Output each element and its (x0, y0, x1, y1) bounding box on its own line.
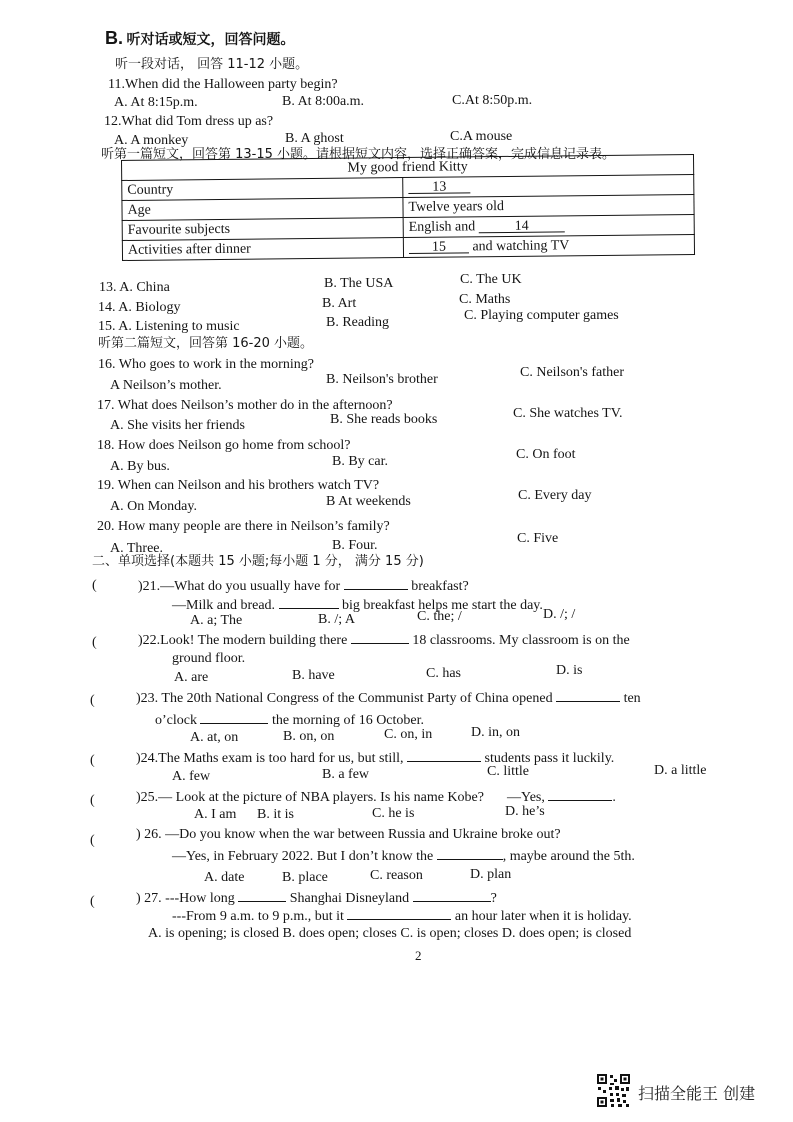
q18-option-b: B. By car. (332, 454, 388, 469)
q13-option-b: B. The USA (324, 276, 394, 291)
table-title: My good friend Kitty (122, 155, 694, 181)
q25-stem: )25.— Look at the picture of NBA players. Is his name Kobe? (136, 790, 484, 805)
q19-option-b: B At weekends (326, 494, 411, 509)
part2-heading: 二、单项选择(本题共 15 小题;每小题 1 分， 满分 15 分) (92, 554, 424, 569)
q27-reply-end: an hour later when it is holiday. (454, 909, 632, 924)
q14-option-b: B. Art (322, 296, 357, 311)
q19-option-c: C. Every day (518, 488, 592, 503)
q26-option-b: B. place (282, 870, 328, 885)
q23-option-a: A. at, on (190, 730, 239, 745)
q22-option-a: A. are (174, 670, 209, 685)
q25-option-d: D. he’s (505, 804, 545, 819)
q17-option-b: B. She reads books (330, 412, 438, 427)
q23-blank-2 (200, 710, 268, 724)
q21-option-a: A. a; The (190, 613, 243, 628)
q24-option-b: B. a few (322, 767, 370, 782)
q25-option-b: B. it is (257, 807, 294, 822)
passage1-intro: 听第一篇短文，回答第 13-15 小题。请根据短文内容，选择正确答案，完成信息记录表。 (101, 147, 616, 162)
q25-option-a: A. I am (194, 807, 237, 822)
q21-blank-2 (279, 595, 339, 609)
q17-text: 17. What does Neilson’s mother do in the afternoon? (97, 398, 393, 413)
q21-option-b: B. /; A (318, 612, 355, 627)
q26-blank (437, 846, 503, 860)
q25-period: . (612, 790, 616, 805)
dialog-intro: 听一段对话， 回答 11-12 小题。 (115, 57, 309, 72)
q24-option-d: D. a little (654, 763, 707, 778)
q21-stem: )21.—What do you usually have for (138, 579, 341, 594)
q16-option-b: B. Neilson's brother (326, 372, 438, 387)
q22-option-c: C. has (426, 666, 461, 681)
q21-option-c: C. the; / (417, 609, 462, 624)
q24-stem-end: students pass it luckily. (484, 751, 615, 766)
q11-option-c: C.At 8:50p.m. (452, 93, 533, 108)
q23-option-d: D. in, on (471, 725, 520, 740)
q18-option-c: C. On foot (516, 447, 576, 462)
q13-option-c: C. The UK (460, 272, 522, 287)
q17-option-a: A. She visits her friends (110, 418, 245, 433)
q21-reply: —Milk and bread. (172, 598, 276, 613)
q26-reply: —Yes, in February 2022. But I don’t know the (172, 849, 434, 864)
q22-line1 (138, 630, 630, 649)
q15-option-a: 15. A. Listening to music (98, 319, 240, 334)
q27-blank-2 (413, 888, 491, 902)
q27-qmark: ? (490, 891, 497, 906)
q20-option-b: B. Four. (332, 538, 378, 553)
q19-option-a: A. On Monday. (110, 499, 197, 514)
q26-line2 (172, 846, 635, 865)
info-table (121, 154, 695, 261)
q25-reply: —Yes, (506, 790, 545, 805)
q20-text: 20. How many people are there in Neilson’s family? (97, 519, 390, 534)
answer-bracket: ( (90, 753, 95, 768)
q12-option-b: B. A ghost (285, 131, 344, 146)
q27-blank-1 (238, 888, 286, 902)
q22-stem: )22.Look! The modern building there (138, 633, 348, 648)
q21-line1 (138, 576, 469, 595)
q23-blank-1 (556, 688, 620, 702)
q24-line1 (136, 748, 614, 767)
q24-option-c: C. little (487, 764, 529, 779)
section-b-heading (105, 30, 295, 49)
q21-option-d: D. /; / (543, 607, 576, 622)
table-value-text: English and (408, 218, 476, 235)
q27-options: A. is opening; is closed B. does open; closes C. is open; closes D. does open; is closed (148, 926, 632, 941)
q23-option-c: C. on, in (384, 727, 433, 742)
q26-option-c: C. reason (370, 868, 423, 883)
q26-option-a: A. date (204, 870, 245, 885)
scanner-watermark: 扫描全能王 创建 (638, 1084, 756, 1103)
q22-option-d: D. is (556, 663, 583, 678)
table-value (403, 235, 694, 258)
q21-reply-end: big breakfast helps me start the day. (342, 598, 543, 613)
blank-14: 14 (479, 218, 565, 233)
qr-code-icon (596, 1073, 631, 1108)
q22-option-b: B. have (292, 668, 335, 683)
q25-blank (548, 787, 612, 801)
section-letter: B. (105, 28, 123, 48)
q22-line2: ground floor. (172, 651, 246, 666)
table-value: Twelve years old (403, 195, 694, 218)
blank-13: 13 (408, 179, 470, 194)
q23-line2-start: o’clock (155, 713, 197, 728)
q27-blank-3 (347, 906, 451, 920)
q16-option-a: A Neilson’s mother. (110, 378, 222, 393)
q23-option-b: B. on, on (283, 729, 335, 744)
table-value-text: and watching TV (472, 237, 570, 254)
answer-bracket: ( (92, 635, 97, 650)
q16-text: 16. Who goes to work in the morning? (98, 357, 314, 372)
q15-option-b: B. Reading (326, 315, 389, 330)
q14-option-c: C. Maths (459, 292, 511, 307)
answer-bracket: ( (90, 793, 95, 808)
q16-option-c: C. Neilson's father (520, 365, 625, 380)
answer-bracket: ( (90, 894, 95, 909)
q27-line1 (136, 888, 497, 907)
q22-blank (351, 630, 409, 644)
q15-option-c: C. Playing computer games (464, 308, 619, 323)
q12-option-c: C.A mouse (450, 129, 513, 144)
q26-line1: ) 26. —Do you know when the war between Russia and Ukraine broke out? (136, 827, 561, 842)
q27-line2 (172, 906, 632, 925)
q24-blank (407, 748, 481, 762)
answer-bracket: ( (90, 693, 95, 708)
q12-text: 12.What did Tom dress up as? (104, 114, 274, 129)
q17-option-c: C. She watches TV. (513, 406, 623, 421)
q18-text: 18. How does Neilson go home from school? (97, 438, 351, 453)
q11-text: 11.When did the Halloween party begin? (108, 77, 338, 92)
q23-stem-end: ten (623, 691, 641, 706)
q22-stem-end: 18 classrooms. My classroom is on the (412, 633, 630, 648)
q21-stem-end: breakfast? (411, 579, 469, 594)
passage2-intro: 听第二篇短文，回答第 16-20 小题。 (98, 336, 314, 351)
q27-stem: ) 27. ---How long (136, 891, 235, 906)
q26-reply-end: , maybe around the 5th. (502, 849, 635, 864)
table-label: Age (122, 198, 403, 221)
q21-blank-1 (344, 576, 408, 590)
q27-stem-mid: Shanghai Disneyland (289, 891, 410, 906)
section-title: 听对话或短文，回答问题。 (126, 32, 295, 48)
q25-option-c: C. he is (372, 806, 415, 821)
q26-option-d: D. plan (470, 867, 512, 882)
q24-stem: )24.The Maths exam is too hard for us, but still, (136, 751, 404, 766)
q18-option-a: A. By bus. (110, 459, 170, 474)
q19-text: 19. When can Neilson and his brothers watch TV? (97, 478, 380, 493)
blank-15: 15 (409, 239, 469, 254)
answer-bracket: ( (92, 578, 97, 593)
answer-bracket: ( (90, 833, 95, 848)
table-label: Activities after dinner (122, 238, 403, 261)
q11-option-a: A. At 8:15p.m. (114, 95, 198, 110)
q23-line2-end: the morning of 16 October. (271, 713, 425, 728)
q14-option-a: 14. A. Biology (98, 300, 181, 315)
q23-line1 (136, 688, 641, 707)
q20-option-c: C. Five (517, 531, 559, 546)
table-label: Favourite subjects (122, 218, 403, 241)
q24-option-a: A. few (172, 769, 211, 784)
page-number: 2 (415, 948, 422, 963)
q12-option-a: A. A monkey (114, 133, 189, 148)
q23-stem: )23. The 20th National Congress of the Communist Party of China opened (136, 691, 553, 706)
q27-reply: ---From 9 a.m. to 9 p.m., but it (172, 909, 344, 924)
q11-option-b: B. At 8:00a.m. (282, 94, 365, 109)
table-label: Country (122, 178, 403, 201)
q13-option-a: 13. A. China (99, 280, 170, 295)
q20-option-a: A. Three. (110, 541, 163, 556)
